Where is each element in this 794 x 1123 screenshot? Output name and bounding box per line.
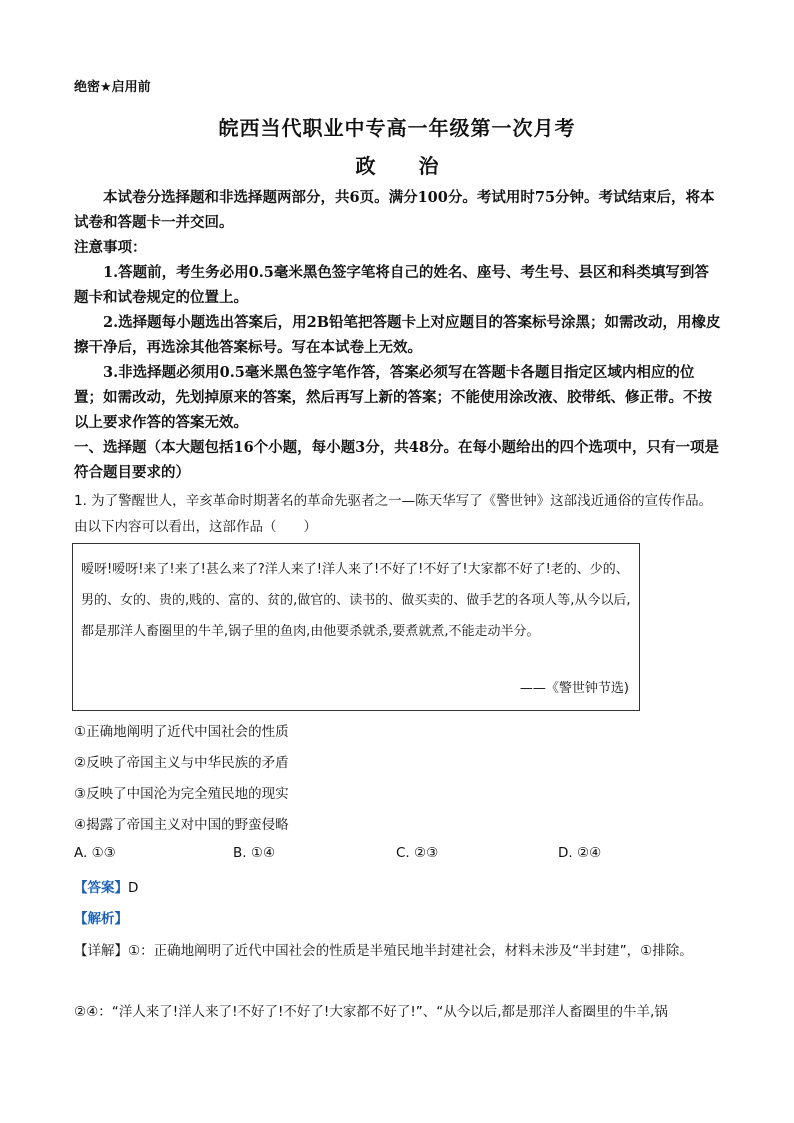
notice-item-3: 3.非选择题必须用0.5毫米黑色签字笔作答，答案必须写在答题卡各题目指定区域内相应的位置；如需改动，先划掉原来的答案，然后再写上新的答案；不能使用涂改液、胶带纸、修正带。不按以上要求作答的答案无效。	[74, 364, 712, 431]
question-stem: 1. 为了警醒世人，辛亥革命时期著名的革命先驱者之一—陈天华写了《警世钟》这部浅近通俗的宣传作品。由以下内容可以看出，这部作品（ ）	[74, 493, 713, 535]
statement-4: ④揭露了帝国主义对中国的野蛮侵略	[74, 817, 289, 833]
section-heading: 一、选择题（本大题包括16个小题，每小题3分，共48分。在每小题给出的四个选项中，只有一项是符合题目要求的）	[74, 439, 719, 481]
option-d: D. ②④	[558, 845, 602, 861]
exam-intro: 本试卷分选择题和非选择题两部分，共6页。满分100分。考试用时75分钟。考试结束后，将本试卷和答题卡一并交回。	[74, 189, 715, 231]
detail-paragraph-1	[74, 938, 722, 965]
notice-item-2: 2.选择题每小题选出答案后，用2B铅笔把答题卡上对应题目的答案标号涂黑；如需改动，用橡皮擦干净后，再选涂其他答案标号。写在本试卷上无效。	[74, 314, 721, 356]
subject-title: 政 治	[355, 154, 457, 178]
statement-3: ③反映了中国沦为完全殖民地的现实	[74, 786, 289, 802]
answer-value: D	[128, 880, 139, 896]
answer-label: 【答案】	[74, 880, 128, 896]
quote-source: ——《警世钟节选)	[519, 681, 629, 696]
detail-text-1: ①：正确地阐明了近代中国社会的性质是半殖民地半封建社会，材料未涉及“半封建”，①排除。	[128, 943, 693, 959]
analysis-label: 【解析】	[74, 911, 128, 927]
confidential-label: 绝密★启用前	[74, 80, 151, 95]
detail-paragraph-2: ②④：“洋人来了!洋人来了!不好了!不好了!大家都不好了!”、“从今以后,都是那洋人畜圈里的牛羊,锅	[74, 1004, 668, 1020]
option-b: B. ①④	[233, 845, 276, 861]
statement-2: ②反映了帝国主义与中华民族的矛盾	[74, 755, 289, 771]
quote-box	[72, 543, 640, 711]
detail-label: 【详解】	[74, 943, 128, 959]
exam-title: 皖西当代职业中专高一年级第一次月考	[218, 116, 576, 140]
quote-text: 嗳呀!嗳呀!来了!来了!甚么来了?洋人来了!洋人来了!不好了!不好了!大家都不好了!老的、少的、男的、女的、贵的,贱的、富的、贫的,做官的、读书的、做买卖的、做手艺的各项人等,从今以后,都是那洋人畜圈里的牛羊,锅子里的鱼肉,由他要杀就杀,要煮就煮,不能走动半分。	[81, 562, 631, 639]
analysis-line	[74, 907, 128, 927]
answer-line	[74, 876, 138, 896]
option-a: A. ①③	[74, 845, 116, 861]
option-c: C. ②③	[396, 845, 439, 861]
notice-item-1: 1.答题前，考生务必用0.5毫米黑色签字笔将自己的姓名、座号、考生号、县区和科类填写到答题卡和试卷规定的位置上。	[74, 264, 709, 306]
notice-heading: 注意事项：	[74, 239, 147, 256]
statement-1: ①正确地阐明了近代中国社会的性质	[74, 724, 289, 740]
